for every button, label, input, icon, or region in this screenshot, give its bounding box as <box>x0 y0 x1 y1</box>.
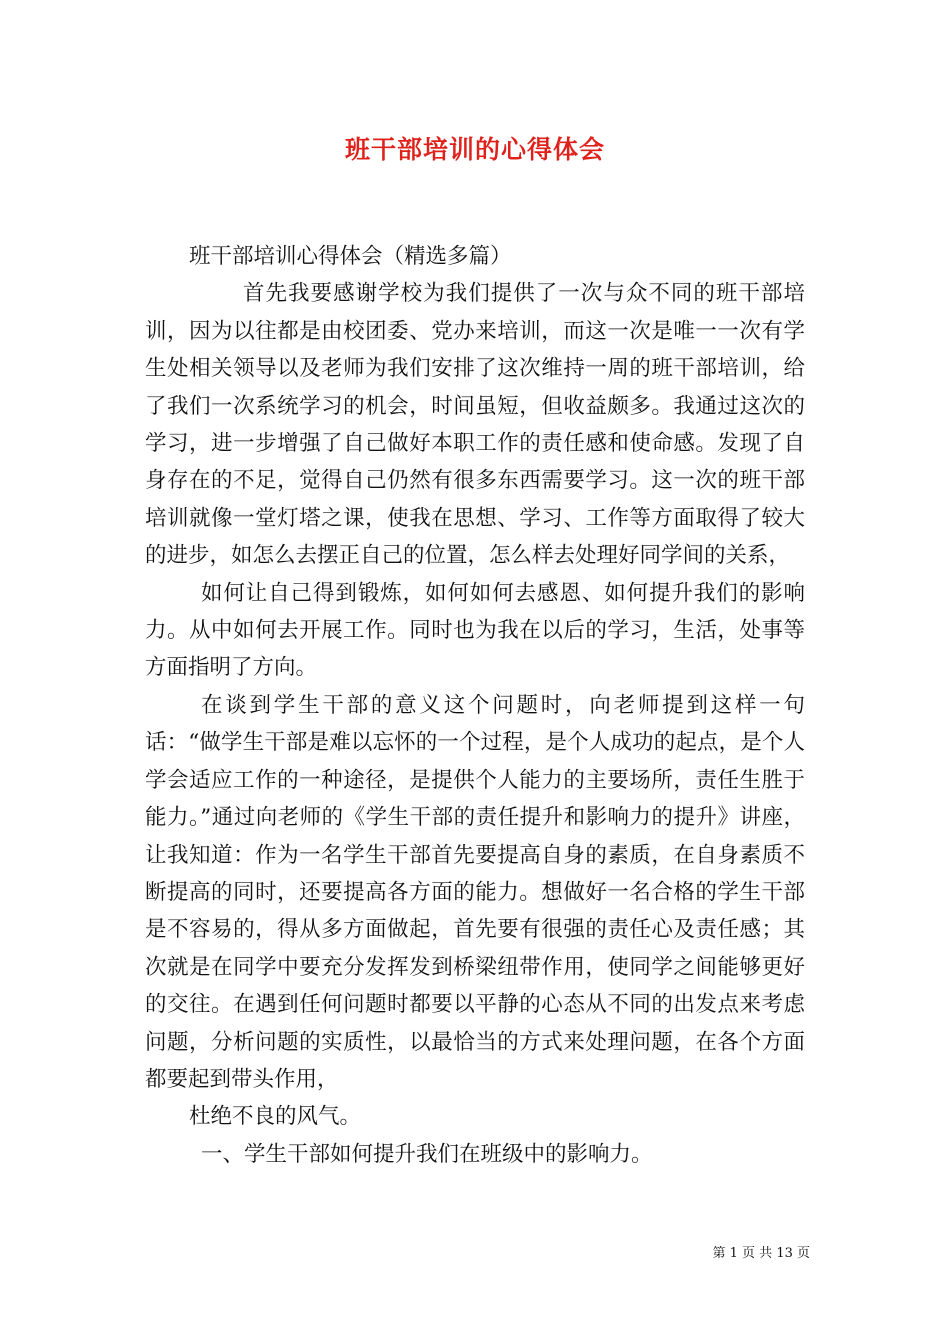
paragraph-4: 杜绝不良的风气。 <box>189 1104 362 1130</box>
paragraph-3: 在谈到学生干部的意义这个问题时，向老师提到这样一句话：“做学生干部是难以忘怀的一个过程，是个人成功的起点，是个人学会适应工作的一种途径，是提供个人能力的主要场所，责任生胜于能力。”通过向老师的《学生干部的责任提升和影响力的提升》讲座，让我知道：作为一名学生干部首先要提高自身的素质，在自身素质不断提高的同时，还要提高各方面的能力。想做好一名合格的学生干部是不容易的，得从多方面做起，首先要有很强的责任心及责任感；其次就是在同学中要充分发挥发到桥梁纽带作用，使同学之间能够更好的交往。在遇到任何问题时都要以平静的心态从不同的出发点来考虑问题，分析问题的实质性，以最恰当的方式来处理问题，在各个方面都要起到带头作用， <box>145 692 805 1092</box>
page-number: 第 1 页 共 13 页 <box>712 1246 810 1261</box>
paragraph-1: 首先我要感谢学校为我们提供了一次与众不同的班干部培训，因为以往都是由校团委、党办来培训，而这一次是唯一一次有学生处相关领导以及老师为我们安排了这次维持一周的班干部培训，给了我们一次系统学习的机会，时间虽短，但收益颇多。我通过这次的学习，进一步增强了自己做好本职工作的责任感和使命感。发现了自身存在的不足，觉得自己仍然有很多东西需要学习。这一次的班干部培训就像一堂灯塔之课，使我在思想、学习、工作等方面取得了较大的进步，如怎么去摆正自己的位置，怎么样去处理好同学间的关系， <box>145 281 805 569</box>
document-title: 班干部培训的心得体会 <box>344 135 605 164</box>
paragraph-2: 如何让自己得到锻炼，如何如何去感恩、如何提升我们的影响力。从中如何去开展工作。同时也为我在以后的学习，生活，处事等方面指明了方向。 <box>145 580 805 681</box>
paragraph-5: 一、学生干部如何提升我们在班级中的影响力。 <box>201 1141 653 1167</box>
document-subtitle: 班干部培训心得体会（精选多篇） <box>189 244 512 269</box>
document-body <box>145 238 805 1173</box>
